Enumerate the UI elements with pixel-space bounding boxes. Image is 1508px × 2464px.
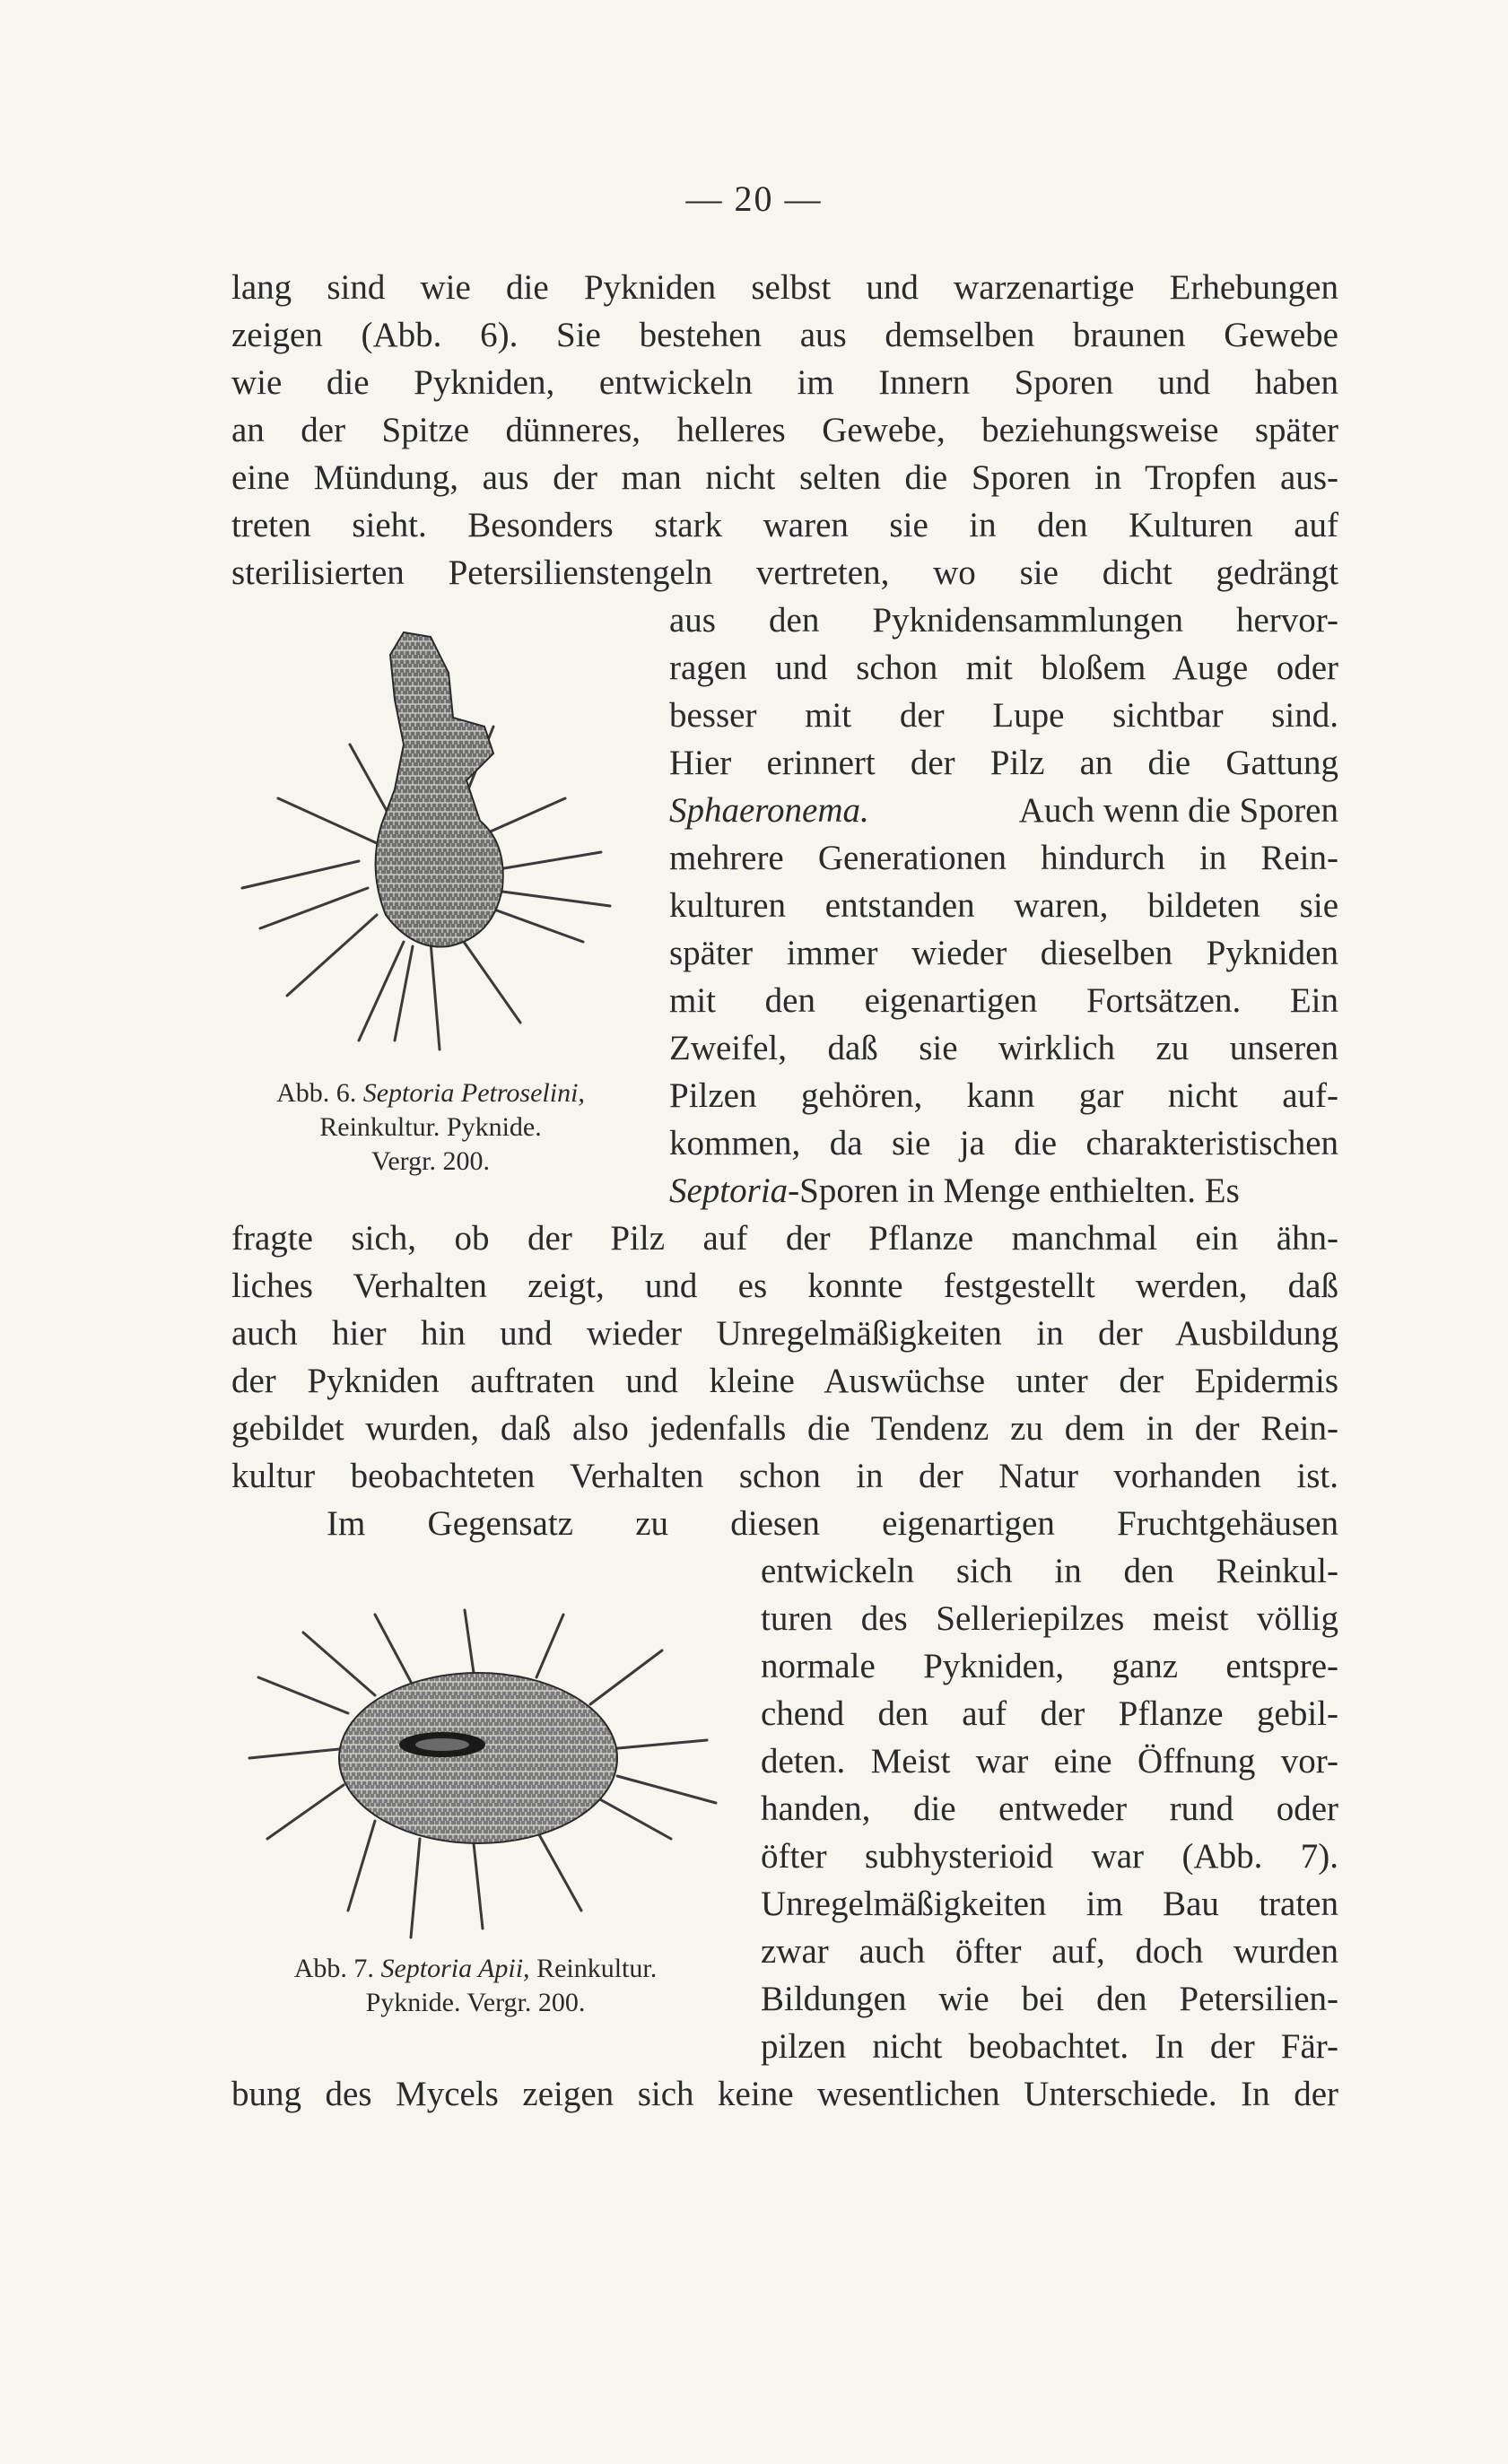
text-line: lang sind wie die Pykniden selbst und warzenartige Erhebungen (231, 268, 1338, 307)
figure-6-caption-line3: Vergr. 200. (371, 1146, 490, 1176)
text-line: Pilzen gehören, kann gar nicht auf- (669, 1076, 1338, 1115)
figure-7-pycnidium-illustration (240, 1606, 743, 1946)
text-line: bung des Mycels zeigen sich keine wesentlichen Unterschiede. In der (231, 2075, 1338, 2113)
text-line: gebildet wurden, daß also jedenfalls die Tendenz zu dem in der Rein- (231, 1409, 1338, 1448)
text-line (669, 1169, 1338, 1214)
text-line: turen des Selleriepilzes meist völlig (761, 1599, 1338, 1638)
text-line: zeigen (Abb. 6). Sie bestehen aus demselben braunen Gewebe (231, 316, 1338, 354)
text-line (669, 788, 1338, 833)
text-line: auch hier hin und wieder Unregelmäßigkeiten in der Ausbildung (231, 1314, 1338, 1353)
figure-7-caption-line1: Abb. 7. Septoria Apii, Reinkultur. (293, 1954, 658, 1983)
species-name: Septoria Apii, (380, 1954, 530, 1983)
figure-6-caption-line1: Abb. 6. Septoria Petroselini, (276, 1078, 585, 1108)
text-fragment: -Sporen in Menge enthielten. Es (788, 1171, 1240, 1210)
species-name: Septoria Petroselini, (362, 1078, 585, 1108)
text-line: aus den Pyknidensammlungen hervor- (669, 601, 1338, 640)
text-line: fragte sich, ob der Pilz auf der Pflanze manchmal ein ähn- (231, 1219, 1338, 1258)
text-line: treten sieht. Besonders stark waren sie in den Kulturen auf (231, 506, 1338, 544)
text-line: kulturen entstanden waren, bildeten sie (669, 886, 1338, 925)
genus-name: Septoria (669, 1171, 789, 1210)
figure-6-pycnidium-illustration (224, 619, 628, 1067)
text-line: deten. Meist war eine Öffnung vor- (761, 1742, 1338, 1781)
text-line: wie die Pykniden, entwickeln im Innern Sporen und haben (231, 363, 1338, 402)
text-line: pilzen nicht beobachtet. In der Fär- (761, 2027, 1338, 2066)
figure-6-caption-line2: Reinkultur. Pyknide. (319, 1112, 542, 1142)
text-line: Hier erinnert der Pilz an die Gattung (669, 744, 1338, 782)
text-line: liches Verhalten zeigt, und es konnte festgestellt werden, daß (231, 1267, 1338, 1305)
text-line: mit den eigenartigen Fortsätzen. Ein (669, 981, 1338, 1020)
text-line: Zweifel, daß sie wirklich zu unseren (669, 1029, 1338, 1067)
text-line: entwickeln sich in den Reinkul- (761, 1552, 1338, 1590)
text-line: Im Gegensatz zu diesen eigenartigen Fruchtgehäusen (327, 1504, 1338, 1543)
text-line: handen, die entweder rund oder (761, 1789, 1338, 1828)
figure-7-caption-line2: Pyknide. Vergr. 200. (365, 1988, 586, 2017)
text-line: später immer wieder dieselben Pykniden (669, 934, 1338, 972)
text-line: öfter subhysterioid war (Abb. 7). (761, 1837, 1338, 1876)
text-line: ragen und schon mit bloßem Auge oder (669, 649, 1338, 687)
text-line: der Pykniden auftraten und kleine Auswüchse unter der Epidermis (231, 1362, 1338, 1400)
text-line: kommen, da sie ja die charakteristischen (669, 1124, 1338, 1162)
text-line: an der Spitze dünneres, helleres Gewebe, beziehungsweise später (231, 411, 1338, 449)
genus-name: Sphaeronema. (669, 791, 869, 830)
page-number: — 20 — (685, 178, 823, 219)
text-line: Bildungen wie bei den Petersilien- (761, 1980, 1338, 2018)
text-line: kultur beobachteten Verhalten schon in der Natur vorhanden ist. (231, 1457, 1338, 1495)
text-line: Unregelmäßigkeiten im Bau traten (761, 1885, 1338, 1923)
text-line: mehrere Generationen hindurch in Rein- (669, 839, 1338, 877)
text-line: sterilisierten Petersilienstengeln vertreten, wo sie dicht gedrängt (231, 553, 1338, 592)
text-line: zwar auch öfter auf, doch wurden (761, 1932, 1338, 1971)
text-line: chend den auf der Pflanze gebil- (761, 1694, 1338, 1733)
text-fragment: Auch wenn die Sporen (1018, 791, 1338, 830)
text-line: normale Pykniden, ganz entspre- (761, 1647, 1338, 1685)
text-line: eine Mündung, aus der man nicht selten die Sporen in Tropfen aus- (231, 458, 1338, 497)
text-line: besser mit der Lupe sichtbar sind. (669, 696, 1338, 735)
